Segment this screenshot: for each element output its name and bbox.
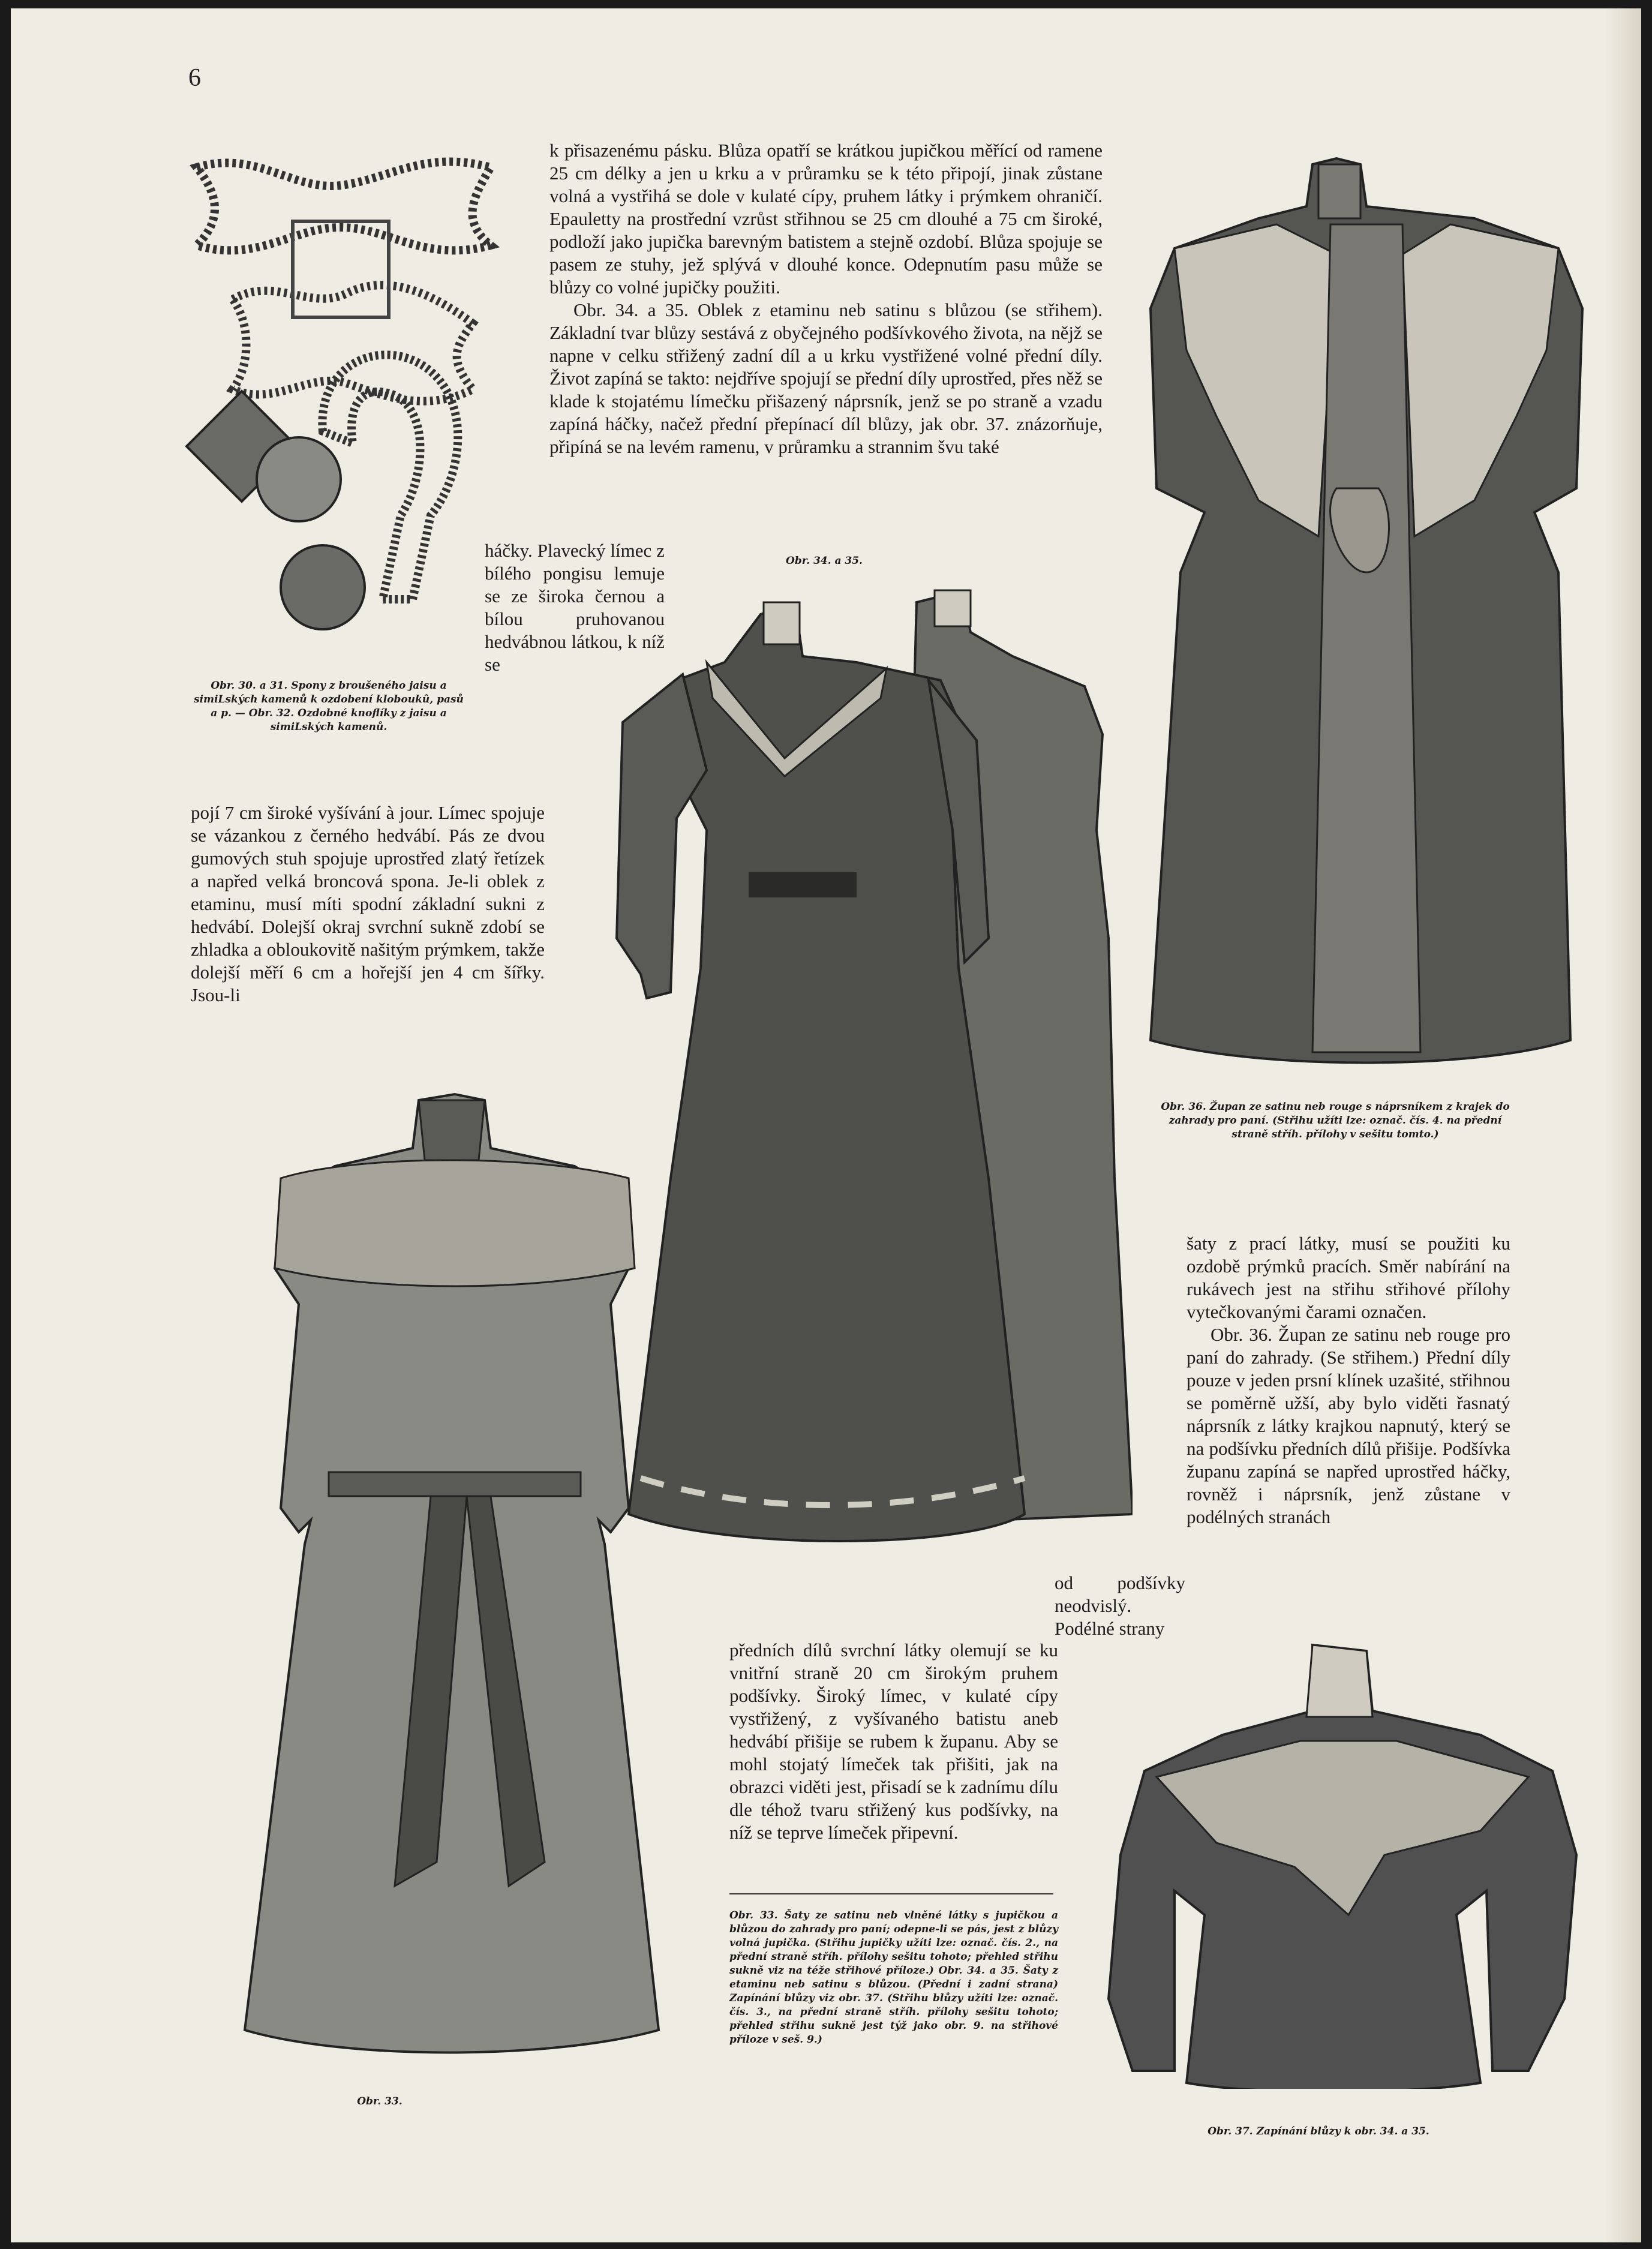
- magazine-page: [11, 8, 1641, 2242]
- text-narrow-column: háčky. Plavecký límec z bílého pongisu lemuje se ze široka černou a bílou pruhovanou hedvábnou látkou, k níž se: [485, 540, 665, 675]
- blouse-37-illustration: [1097, 1639, 1618, 2089]
- caption-fig-33-35: Obr. 33. Šaty ze satinu neb vlněné látky s jupičkou a blůzou do zahrady pro paní; odepne-li se pás, jest z blůzy volná jupička. (Střihu jupičky užíti lze: označ. čís. 2., na přední straně stříh. přílohy sešitu tohoto; přehled střihu sukně viz na téže střihové příloze.) Obr. 34. a 35. Šaty z etaminu neb satinu s blůzou. (Přední i zadní strana) Zapínání blůzy viz obr. 37. (Střihu blůzy užíti lze: označ. čís. 3., na přední straně stříh. přílohy sešitu tohoto; přehled střihu sukně jest týž jako obr. 9. na střihové příloze v seš. 9.): [729, 1909, 1058, 2046]
- text-mid-narrow: od podšívky neodvislý. Podélné strany: [1055, 1572, 1185, 1639]
- caption-fig-36: Obr. 36. Župan ze satinu neb rouge s náprsníkem z krajek do zahrady pro paní. (Střihu užíti lze: označ. čís. 4. na přední straně stříh. přílohy v sešitu tomto.): [1161, 1101, 1510, 1140]
- caption-fig-34-35-top: Obr. 34. a 35.: [786, 555, 863, 567]
- text-column-right: [1187, 1232, 1510, 1529]
- caption-divider: [729, 1893, 1053, 1894]
- buckles-illustration: [173, 143, 509, 641]
- text-right-para-2: Obr. 36. Župan ze satinu neb rouge pro paní do zahrady. (Se střihem.) Přední díly pouze v jeden prsní klínek uzašité, střihnou se poměrně užší, aby bylo viděti řasnatý náprsník z látky krajkou napnutý, který se na podšívku předních dílů přišije. Podšívka županu zapíná se napřed uprostřed háčky, rovněž i náprsník, jenž zůstane v podélných stranách: [1187, 1324, 1510, 1527]
- text-paragraph-2: Obr. 34. a 35. Oblek z etaminu neb satinu s blůzou (se střihem). Základní tvar blůzy sestává z obyčejného podšívkového života, na nějž se napne v celku střižený zadní díl a u krku vystřižené volné přední díly. Život zapíná se takto: nejdříve spojují se přední díly uprostřed, přes něž se klade k stojatému límečku přišazený náprsník, jenž se po straně a vzadu zapíná háčky, načež přední přepínací díl blůzy, jak obr. 37. znázorňuje, připíná se na levém ramenu, v průramku a strannim švu také: [549, 299, 1103, 457]
- text-column-bottom-left: pojí 7 cm široké vyšívání à jour. Límec spojuje se vázankou z černého hedvábí. Pás ze dvou gumových stuh spojuje uprostřed zlatý řetízek a napřed velká broncová spona. Je-li oblek z etaminu, musí míti spodní základní sukni z hedvábí. Dolejší okraj svrchní sukně zdobí se zhladka a obloukovitě našitým prýmkem, takže dolejší měří 6 cm a hořejší jen 4 cm šířky. Jsou-li: [191, 802, 545, 1005]
- page-number: 6: [188, 64, 201, 92]
- caption-fig-30-32: Obr. 30. a 31. Spony z broušeného jaisu a simiLských kamenů k ozdobení kloboukû, pasů a p. — Obr. 32. Ozdobné knoflíky z jaisu a simiLských kamenů.: [194, 680, 464, 733]
- caption-fig-33: Obr. 33.: [357, 2095, 403, 2107]
- text-right-para-1: šaty z prací látky, musí se použiti ku ozdobě prýmků pracích. Směr nabírání na rukávech jest na střihu střihové přílohy vytečkovanými čarami označen.: [1187, 1233, 1510, 1322]
- dressing-gown-36-illustration: [1139, 152, 1606, 1070]
- text-column-top: [549, 139, 1103, 458]
- caption-fig-37: Obr. 37. Zapínání blůzy k obr. 34. a 35.: [1208, 2125, 1429, 2137]
- dress-33-back-illustration: [239, 1088, 671, 2060]
- dresses-34-35-illustration: [605, 578, 1133, 1568]
- text-column-middle: předních dílů svrchní látky olemují se ku vnitřní straně 20 cm širokým pruhem podšívky. Široký límec, v kulaté cípy vystřižený, z vyšívaného batistu aneb hedvábí přišije se rubem k županu. Aby se mohl stojatý límeček tak přišiti, jak na obrazci viděti jest, přisadí se k zadnímu dílu dle téhož tvaru střižený kus podšívky, na níž se teprve límeček připevní.: [729, 1640, 1058, 1843]
- text-paragraph-1: k přisazenému pásku. Blůza opatří se krátkou jupičkou měřící od ramene 25 cm délky a jen u krku a v průramku se k této připojí, jinak zůstane volná a vystřihá se dole v kulaté cípy, pruhem látky i prýmkem ohraničí. Epauletty na prostřední vzrůst střihnou se 25 cm dlouhé a 75 cm široké, podloží jako jupička barevným batistem a stejně ozdobí. Blůza spojuje se pasem ze stuhy, jež splývá v dlouhé konce. Odepnutím pasu může se blůzy co volné jupičky použiti.: [549, 140, 1103, 298]
